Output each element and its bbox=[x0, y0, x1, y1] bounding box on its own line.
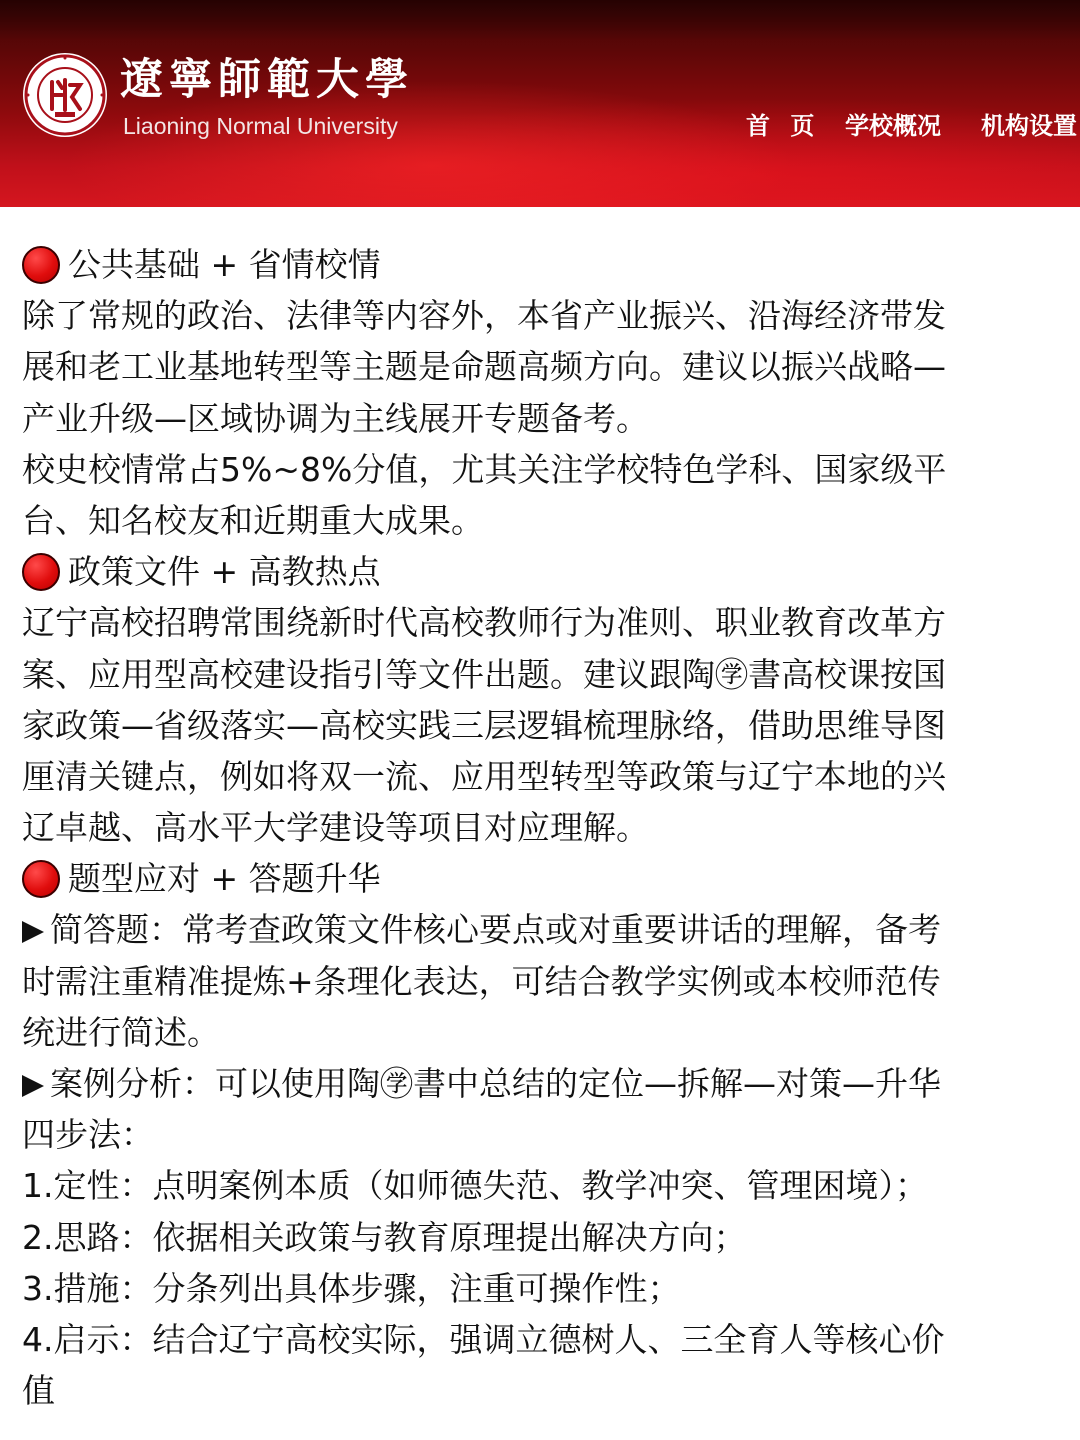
paragraph-line: 除了常规的政治、法律等内容外，本省产业振兴、沿海经济带发 bbox=[22, 296, 946, 336]
main-nav bbox=[0, 110, 1080, 144]
section-heading-text: 公共基础 + 省情校情 bbox=[68, 245, 381, 284]
paragraph-line: 时需注重精准提炼+条理化表达，可结合教学实例或本校师范传 bbox=[22, 961, 941, 1001]
list-item: 2.思路：依据相关政策与教育原理提出解决方向； bbox=[22, 1217, 747, 1257]
triangle-bullet-icon bbox=[22, 921, 44, 943]
red-circle-bullet-icon bbox=[22, 860, 60, 898]
red-circle-bullet-icon bbox=[22, 553, 60, 591]
nav-item-school-overview[interactable]: 学校概况 bbox=[845, 112, 941, 140]
paragraph-line: 辽卓越、高水平大学建设等项目对应理解。 bbox=[22, 808, 649, 848]
list-item: 1.定性：点明案例本质（如师德失范、教学冲突、管理困境）； bbox=[22, 1166, 928, 1206]
section-heading-text: 题型应对 + 答题升华 bbox=[68, 859, 381, 899]
paragraph-line: 产业升级—区域协调为主线展开专题备考。 bbox=[22, 398, 649, 438]
list-item: 3.措施：分条列出具体步骤，注重可操作性； bbox=[22, 1268, 681, 1308]
bullet-line bbox=[22, 904, 1067, 955]
nav-item-home[interactable]: 首 页 bbox=[746, 112, 821, 140]
list-item: 4.启示：结合辽宁高校实际，强调立德树人、三全育人等核心价 bbox=[22, 1319, 945, 1359]
paragraph-line: 统进行简述。 bbox=[22, 1012, 220, 1052]
university-name-english: Liaoning Normal University bbox=[123, 113, 398, 139]
paragraph-line: 台、知名校友和近期重大成果。 bbox=[22, 500, 484, 540]
paragraph-line: 家政策—省级落实—高校实践三层逻辑梳理脉络，借助思维导图 bbox=[22, 705, 946, 745]
section-heading bbox=[22, 853, 1067, 904]
nav-item-organization[interactable]: 机构设置 bbox=[981, 112, 1077, 140]
paragraph-line: 展和老工业基地转型等主题是命题高频方向。建议以振兴战略— bbox=[22, 347, 946, 387]
paragraph-line: 校史校情常占5%~8%分值，尤其关注学校特色学科、国家级平 bbox=[22, 449, 947, 489]
red-circle-bullet-icon bbox=[22, 246, 60, 284]
university-name-chinese: 遼寧師範大學 bbox=[120, 55, 414, 105]
site-header bbox=[0, 0, 1080, 207]
section-heading bbox=[22, 239, 1067, 290]
paragraph-line: 辽宁高校招聘常围绕新时代高校教师行为准则、职业教育改革方 bbox=[22, 603, 946, 643]
paragraph-line: 厘清关键点，例如将双一流、应用型转型等政策与辽宁本地的兴 bbox=[22, 756, 946, 796]
article-body bbox=[22, 239, 1067, 1416]
bullet-text: 案例分析：可以使用陶㊫書中总结的定位—拆解—对策—升华 bbox=[50, 1064, 941, 1103]
bullet-line bbox=[22, 1058, 1067, 1109]
paragraph-line: 值 bbox=[22, 1371, 55, 1411]
paragraph-line: 案、应用型高校建设指引等文件出题。建议跟陶㊫書高校课按国 bbox=[22, 654, 946, 694]
section-heading bbox=[22, 546, 1067, 597]
triangle-bullet-icon bbox=[22, 1075, 44, 1097]
section-heading-text: 政策文件 + 高教热点 bbox=[68, 552, 381, 592]
paragraph-line: 四步法： bbox=[22, 1115, 154, 1155]
bullet-text: 简答题：常考查政策文件核心要点或对重要讲话的理解，备考 bbox=[50, 910, 941, 950]
